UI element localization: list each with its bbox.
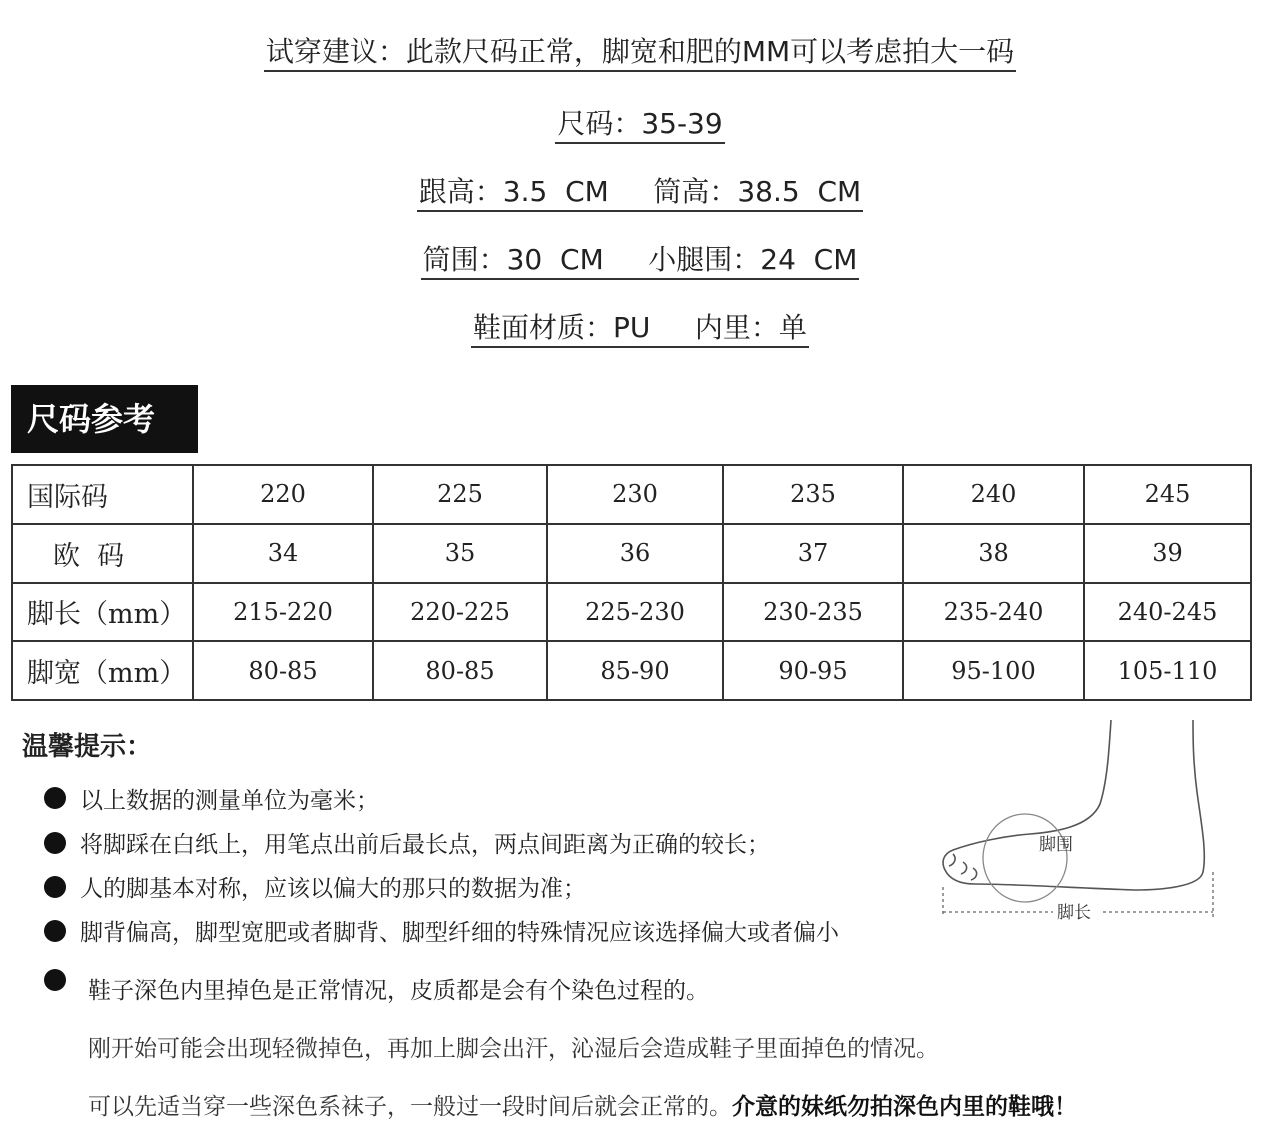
tips-title: 温馨提示： bbox=[22, 732, 153, 762]
row-label: 脚宽（mm） bbox=[12, 641, 193, 700]
table-cell: 230-235 bbox=[723, 583, 903, 642]
table-cell: 37 bbox=[723, 524, 903, 583]
shaft-calf-circumference: 筒围：30 CM 小腿围：24 CM bbox=[0, 238, 1280, 278]
table-row bbox=[12, 641, 1251, 700]
foot-girth-icon bbox=[983, 814, 1067, 902]
table-row bbox=[12, 524, 1251, 583]
table-row bbox=[12, 465, 1251, 524]
foot-diagram bbox=[935, 712, 1220, 927]
table-cell: 225 bbox=[373, 465, 547, 524]
heel-shaft-height: 跟高：3.5 CM 筒高：38.5 CM bbox=[0, 170, 1280, 210]
note-line: 刚开始可能会出现轻微掉色，再加上脚会出汗，沁湿后会造成鞋子里面掉色的情况。 bbox=[88, 1036, 939, 1062]
table-cell: 235 bbox=[723, 465, 903, 524]
table-cell: 245 bbox=[1084, 465, 1251, 524]
table-cell: 95-100 bbox=[903, 641, 1084, 700]
table-cell: 80-85 bbox=[373, 641, 547, 700]
table-cell: 240-245 bbox=[1084, 583, 1251, 642]
size-range: 尺码：35-39 bbox=[0, 102, 1280, 142]
row-label: 欧 码 bbox=[12, 524, 193, 583]
bullet-icon bbox=[44, 920, 66, 942]
table-cell: 225-230 bbox=[547, 583, 723, 642]
size-table bbox=[11, 464, 1252, 701]
row-label: 脚长（mm） bbox=[12, 583, 193, 642]
note-line: 可以先适当穿一些深色系袜子，一般过一段时间后就会正常的。介意的妹纸勿拍深色内里的鞋哦！ bbox=[88, 1094, 1077, 1120]
foot-outline-icon bbox=[943, 720, 1204, 890]
table-cell: 220-225 bbox=[373, 583, 547, 642]
tip-item: 人的脚基本对称，应该以偏大的那只的数据为准； bbox=[80, 876, 586, 902]
table-cell: 85-90 bbox=[547, 641, 723, 700]
foot-girth-label: 脚围 bbox=[1039, 835, 1073, 855]
foot-length-label: 脚长 bbox=[1057, 903, 1091, 923]
table-cell: 220 bbox=[193, 465, 373, 524]
table-cell: 240 bbox=[903, 465, 1084, 524]
note-emphasis: 介意的妹纸勿拍深色内里的鞋哦！ bbox=[732, 1094, 1077, 1120]
bullet-icon bbox=[44, 832, 66, 854]
bullet-icon bbox=[44, 876, 66, 898]
bullet-icon bbox=[44, 969, 66, 991]
fit-advice: 试穿建议：此款尺码正常，脚宽和肥的MM可以考虑拍大一码 bbox=[0, 30, 1280, 70]
table-cell: 35 bbox=[373, 524, 547, 583]
table-cell: 105-110 bbox=[1084, 641, 1251, 700]
tip-item: 脚背偏高，脚型宽肥或者脚背、脚型纤细的特殊情况应该选择偏大或者偏小 bbox=[80, 920, 839, 946]
table-cell: 36 bbox=[547, 524, 723, 583]
table-cell: 34 bbox=[193, 524, 373, 583]
table-cell: 38 bbox=[903, 524, 1084, 583]
row-label: 国际码 bbox=[12, 465, 193, 524]
size-reference-title: 尺码参考 bbox=[11, 385, 198, 453]
tip-item: 鞋子深色内里掉色是正常情况，皮质都是会有个染色过程的。 bbox=[88, 978, 709, 1004]
table-row bbox=[12, 583, 1251, 642]
table-cell: 90-95 bbox=[723, 641, 903, 700]
material-lining: 鞋面材质：PU 内里：单 bbox=[0, 306, 1280, 346]
table-cell: 80-85 bbox=[193, 641, 373, 700]
table-cell: 215-220 bbox=[193, 583, 373, 642]
bullet-icon bbox=[44, 787, 66, 809]
tip-item: 以上数据的测量单位为毫米； bbox=[80, 788, 379, 814]
tip-item: 将脚踩在白纸上，用笔点出前后最长点，两点间距离为正确的较长； bbox=[80, 832, 770, 858]
table-cell: 39 bbox=[1084, 524, 1251, 583]
table-cell: 235-240 bbox=[903, 583, 1084, 642]
table-cell: 230 bbox=[547, 465, 723, 524]
